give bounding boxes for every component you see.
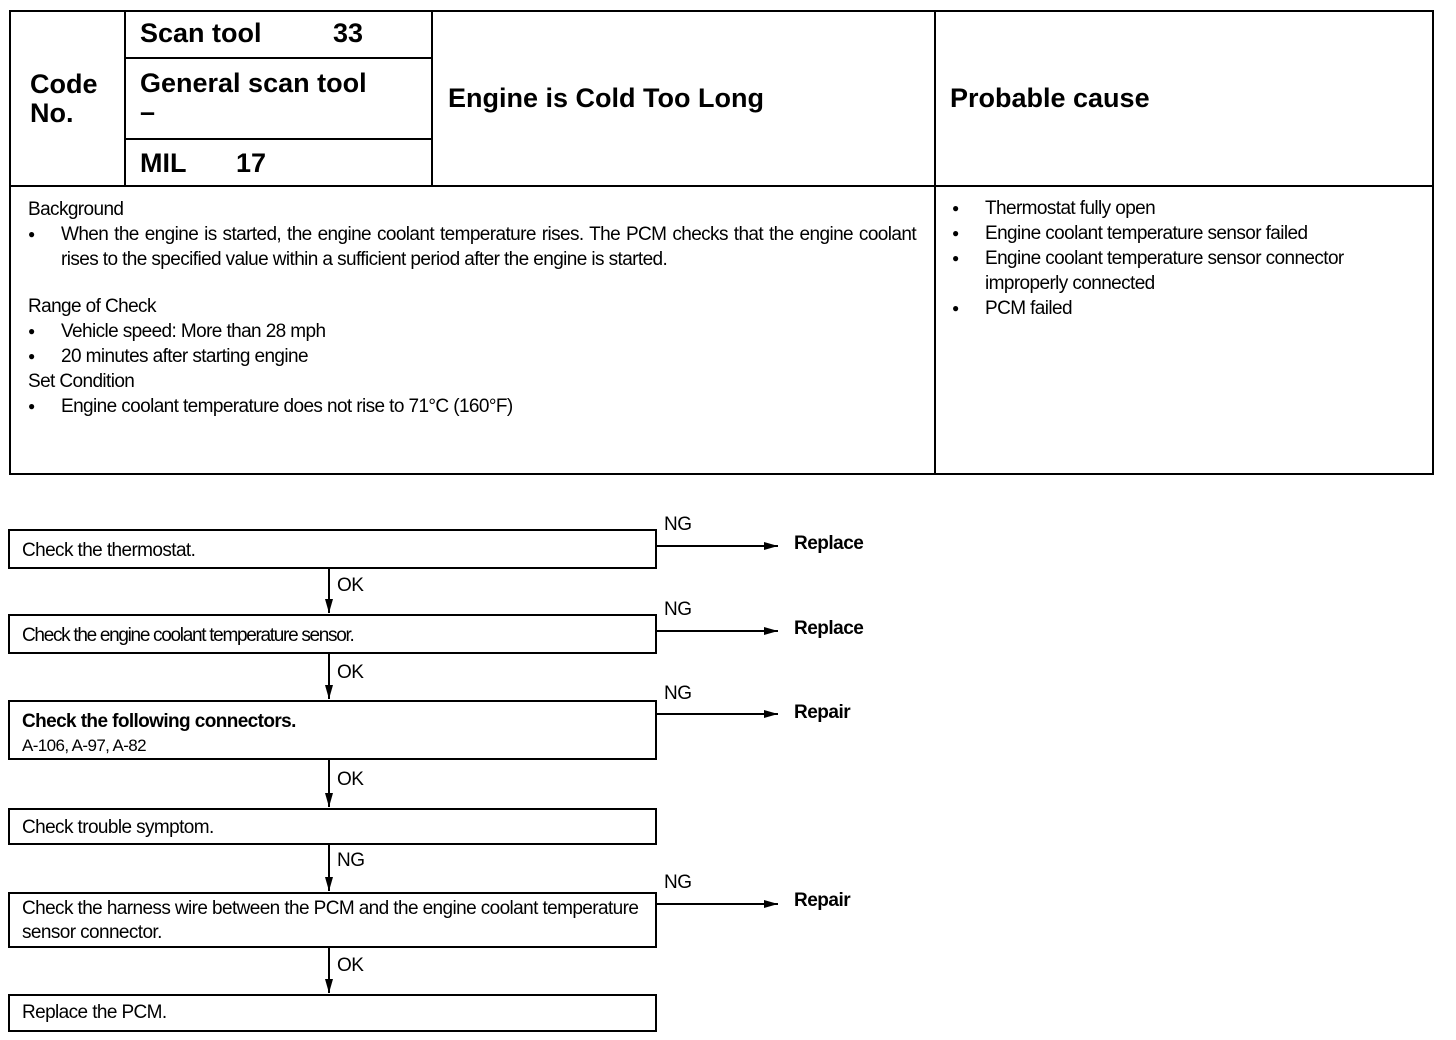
range-item: ● 20 minutes after starting engine <box>28 344 916 369</box>
ng-label: NG <box>664 872 692 893</box>
step-text: Check the engine coolant temperature sensor. <box>22 625 354 646</box>
result-label: Repair <box>794 702 851 723</box>
general-scan-tool-label: General scan tool <box>140 68 367 98</box>
set-heading: Set Condition <box>28 371 135 392</box>
result-label: Replace <box>794 533 864 554</box>
range-heading: Range of Check <box>28 296 156 317</box>
code-no-label: Code No. <box>30 69 98 128</box>
step-text: Check the thermostat. <box>22 540 196 561</box>
mil-value: 17 <box>236 148 267 178</box>
ng-label: NG <box>664 514 692 535</box>
step-text: Replace the PCM. <box>22 1002 167 1023</box>
step-text: Check trouble symptom. <box>22 817 214 838</box>
ok-label: OK <box>337 662 364 683</box>
step-title: Check the following connectors. <box>22 711 296 732</box>
connector-list: A-106, A-97, A-82 <box>22 736 146 755</box>
ok-label: OK <box>337 575 364 596</box>
scan-tool-value: 33 <box>333 18 364 48</box>
cause-item: ● Thermostat fully open <box>952 196 1422 221</box>
background-heading: Background <box>28 199 124 220</box>
ok-label: OK <box>337 955 364 976</box>
set-item: ● Engine coolant temperature does not rise to 71°C (160°F) <box>28 394 916 419</box>
general-scan-tool-value: – <box>140 97 156 127</box>
page-title: Engine is Cold Too Long <box>448 83 764 113</box>
range-item: ● Vehicle speed: More than 28 mph <box>28 319 916 344</box>
ok-label: OK <box>337 769 364 790</box>
mil-label: MIL <box>140 148 187 178</box>
result-label: Replace <box>794 618 864 639</box>
ng-label: NG <box>664 599 692 620</box>
cause-item: ● PCM failed <box>952 296 1422 321</box>
ng-label: NG <box>664 683 692 704</box>
result-label: Repair <box>794 890 851 911</box>
probable-cause-label: Probable cause <box>950 83 1150 113</box>
step-text: Check the harness wire between the PCM and the engine coolant temperature sensor connector. <box>22 898 639 943</box>
cause-item: ● Engine coolant temperature sensor connector improperly connected <box>952 246 1422 296</box>
background-item: ● When the engine is started, the engine coolant temperature rises. The PCM checks that the engine coolant rises to the specified value within a sufficient period after the engine is started. <box>28 222 916 272</box>
ng-label: NG <box>337 850 365 871</box>
scan-tool-label: Scan tool <box>140 18 262 48</box>
cause-item: ● Engine coolant temperature sensor failed <box>952 221 1422 246</box>
